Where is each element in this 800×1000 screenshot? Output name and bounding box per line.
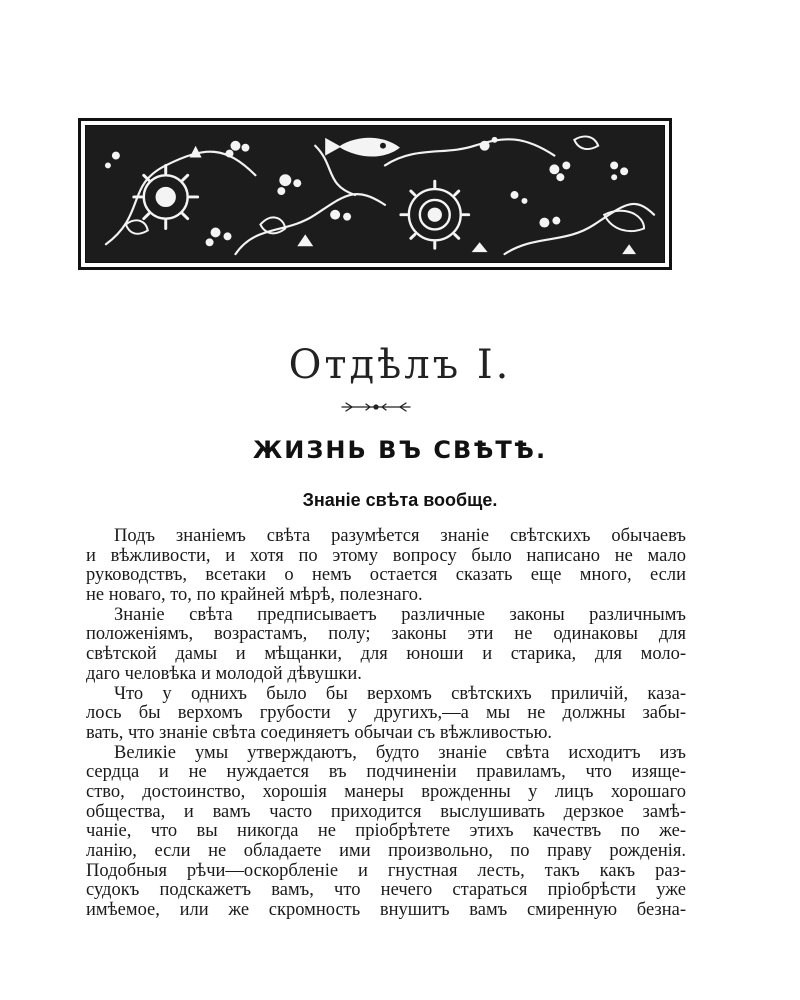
text-line: Подъ знаніемъ свѣта разумѣется знаніе свѣтскихъ обычаевъ: [114, 526, 686, 546]
ornament-art: [86, 126, 664, 262]
text-line: Что у однихъ было бы верхомъ свѣтскихъ приличій, каза-: [114, 683, 686, 704]
text-line: лось бы верхомъ грубости у другихъ,—а мы не должны забы-: [86, 703, 686, 724]
text-line: общества, и вамъ часто приходится выслушивать дерзкое замѣ-: [86, 801, 686, 822]
text-line: не новаго, то, по крайней мѣрѣ, полезнаго.: [86, 585, 423, 606]
section-heading: Отдѣлъ I.: [288, 342, 512, 388]
text-line: сердца и не нуждается въ подчиненіи правиламъ, что изяще-: [86, 762, 686, 783]
subsection-title: Знаніе свѣта вообще.: [302, 490, 498, 510]
text-line: свѣтской дамы и мѣщанки, для юноши и старика, для моло-: [86, 644, 686, 665]
floral-ornament-banner-icon: [78, 118, 672, 270]
text-line: вать, что знаніе свѣта соединяетъ обычаи съ вѣжливостью.: [86, 722, 553, 743]
text-line: Подобныя рѣчи—оскорбленіе и гнустная лесть, такъ какъ раз-: [86, 860, 686, 881]
text-line: имѣемое, или же скромность внушитъ вамъ смиренную безна-: [86, 900, 686, 921]
text-line: чаніе, что вы никогда не пріобрѣтете этихъ качествъ по же-: [86, 821, 686, 842]
text-line: ство, достоинство, хорошія манеры врожденны у лицъ хорошаго: [86, 781, 686, 802]
text-line: ланію, если не обладаете ими произвольно, по праву рожденія.: [86, 841, 686, 861]
text-line: Знаніе свѣта предписываетъ различные законы различнымъ: [114, 604, 686, 625]
text-line: Великіе умы утверждаютъ, будто знаніе свѣта исходитъ изъ: [114, 742, 686, 763]
fleuron-divider-icon: [340, 400, 412, 414]
text-line: даго человѣка и молодой дѣвушки.: [86, 663, 362, 684]
body-text: [86, 527, 686, 921]
text-line: положеніямъ, возрастамъ, полу; законы эти не одинаковы для: [86, 624, 686, 645]
text-line: руководствъ, всетаки о немъ остается сказать еще много, если: [86, 565, 686, 586]
chapter-title: ЖИЗНЬ ВЪ СВѢТѢ.: [252, 436, 548, 464]
text-line: и вѣжливости, и хотя по этому вопросу было написано не мало: [86, 545, 686, 566]
text-line: судокъ подскажетъ вамъ, что нечего стараться пріобрѣсти уже: [86, 880, 686, 901]
